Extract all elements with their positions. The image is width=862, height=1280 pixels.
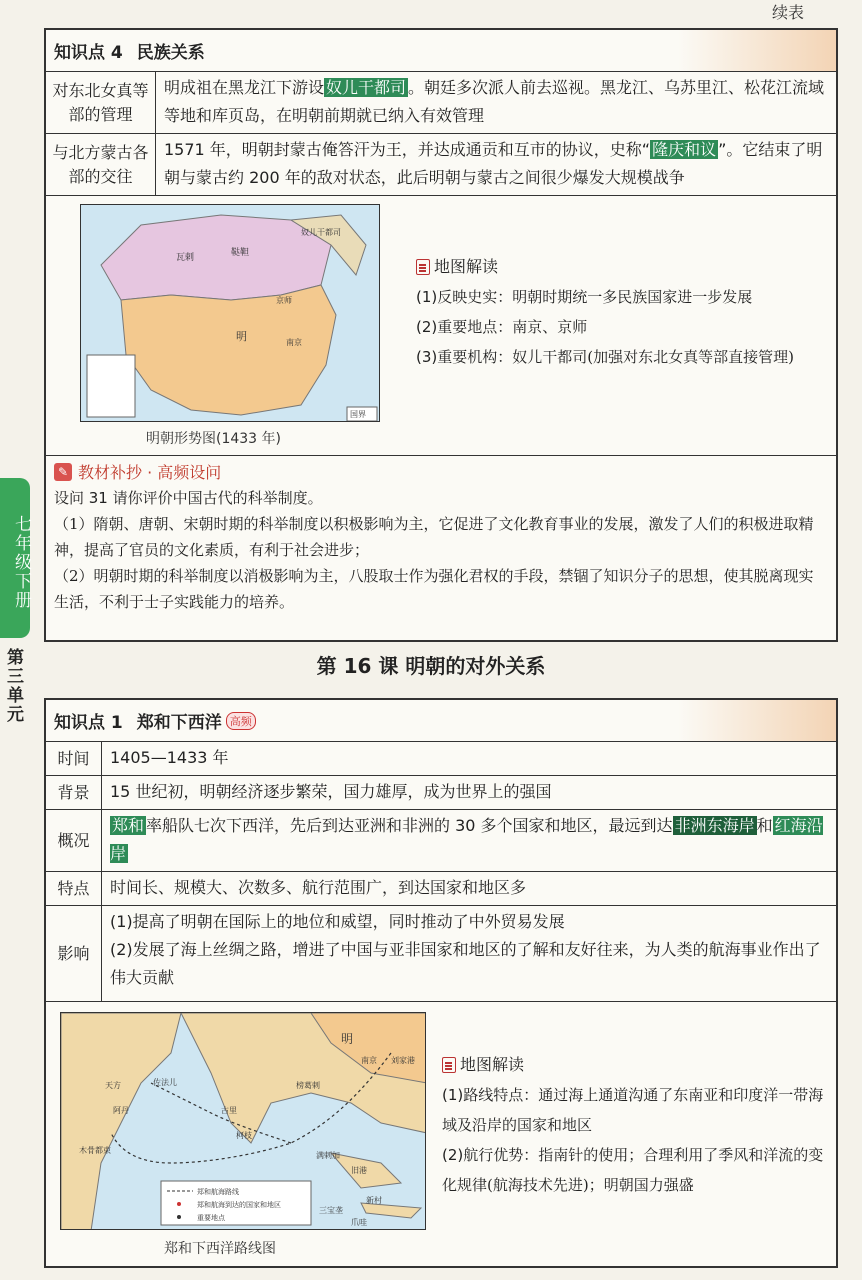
kp4-number: 知识点 4: [54, 43, 123, 63]
continued-label: 续表: [771, 3, 804, 22]
legend-places: 重要地点: [197, 1214, 225, 1222]
map-label-banggela: 榜葛剌: [296, 1081, 320, 1090]
map-label-ming: 明: [236, 330, 247, 343]
voyage-map: [60, 1012, 426, 1230]
kp1-title: 郑和下西洋: [136, 713, 222, 733]
unit-side-label: 第三单元: [3, 648, 23, 724]
map-label-guli: 古里: [221, 1106, 237, 1115]
highlight-term: 红海沿岸: [110, 816, 823, 863]
grade-side-tab[interactable]: 七年级下册: [0, 478, 30, 638]
row-label: 背景: [46, 776, 102, 809]
row-content: 1571 年，明朝封蒙古俺答汗为王，并达成通贡和互市的协议，史称“ 隆庆和议 ”。它结束了明朝与蒙古约 200 年的敌对状态，此后明朝与蒙古之间很少爆发大规模战争: [164, 140, 823, 187]
reading-item: (1)反映史实：明朝时期统一多民族国家进一步发展: [416, 288, 753, 306]
map-label-nanjing: 南京: [286, 338, 302, 347]
map-scale-label: 国界: [350, 410, 366, 419]
highlight-term: 奴儿干都司: [326, 78, 407, 97]
map-label-tianfang: 天方: [105, 1081, 121, 1090]
voyage-map-caption: 郑和下西洋路线图: [164, 1241, 276, 1257]
row-content: 15 世纪初，明朝经济逐步繁荣，国力雄厚，成为世界上的强国: [110, 782, 552, 801]
row-label: 时间: [46, 742, 102, 775]
map-label-wala: 瓦剌: [176, 253, 195, 263]
highlight-term: 隆庆和议: [652, 140, 717, 159]
kp4-title: 民族关系: [136, 43, 205, 63]
kp1-row-background: [46, 776, 836, 810]
kp4-row-northeast: [46, 72, 836, 134]
pen-icon: ✎: [54, 463, 72, 481]
supplement-section: [46, 456, 836, 619]
map-label-manlajia: 满剌加: [316, 1151, 340, 1160]
reading-title: 地图解读: [460, 1055, 525, 1074]
kp1-section: [44, 698, 838, 1268]
row-label: 对东北女真等部的管理: [46, 72, 156, 133]
map-label-nuergan: 奴儿干都司: [301, 228, 341, 237]
kp1-header: [46, 700, 836, 742]
row-content: 时间长、规模大、次数多、航行范围广，到达国家和地区多: [110, 878, 527, 897]
supplement-title: 教材补抄 · 高频设问: [78, 463, 222, 482]
document-icon: [416, 259, 430, 275]
ming-map-caption: 明朝形势图(1433 年): [146, 431, 282, 447]
frequency-badge: 高频: [226, 712, 256, 730]
reading-item: (2)重要地点：南京、京师: [416, 318, 588, 336]
kp1-row-features: [46, 872, 836, 906]
supplement-answer: （2）明朝时期的科举制度以消极影响为主，八股取士作为强化君权的手段，禁锢了知识分子的思想，使其脱离现实生活，不利于士子实践能力的培养。: [54, 567, 814, 611]
row-content: 明成祖在黑龙江下游设 奴儿干都司 。朝廷多次派人前去巡视。黑龙江、乌苏里江、松花江流域等地和库页岛，在明朝前期就已纳入有效管理: [164, 78, 825, 125]
row-label: 与北方蒙古各部的交往: [46, 134, 156, 195]
row-content: 1405—1433 年: [110, 748, 229, 767]
ming-map-reading: [416, 252, 836, 372]
kp4-row-mongol: [46, 134, 836, 196]
kp4-header: [46, 30, 836, 72]
kp1-row-time: [46, 742, 836, 776]
map-label-xincun: 新村: [366, 1196, 382, 1205]
map-label-jiugang: 旧港: [351, 1166, 367, 1175]
map-label-zhaowa: 爪哇: [351, 1218, 367, 1227]
reading-item: (3)重要机构：奴儿干都司(加强对东北女真等部直接管理): [416, 348, 794, 366]
reading-title: 地图解读: [434, 257, 499, 276]
map-label-dada: 鞑靼: [231, 248, 250, 258]
legend-countries: 郑和航海到达的国家和地区: [197, 1201, 281, 1209]
map-label-kezhi: 柯枝: [236, 1131, 252, 1140]
voyage-map-reading: [442, 1050, 838, 1200]
document-icon: [442, 1057, 456, 1073]
map-label-jingshi: 京师: [276, 296, 292, 305]
map-label-sanbaolong: 三宝垄: [319, 1206, 343, 1215]
voyage-map-area: [46, 1002, 836, 1264]
highlight-term: 非洲东海岸: [674, 816, 755, 835]
kp1-row-overview: [46, 810, 836, 872]
map-label-zuofaer: 佐法儿: [153, 1078, 177, 1087]
kp4-section: [44, 28, 838, 642]
row-label: 特点: [46, 872, 102, 905]
reading-item: (2)航行优势：指南针的使用；合理利用了季风和洋流的变化规律(航海技术先进)；明朝国力强盛: [442, 1146, 824, 1194]
map-label-liujiagang: 刘家港: [391, 1056, 415, 1065]
lesson-title: 第 16 课 明朝的对外关系: [316, 654, 546, 678]
map-label-ming: 明: [341, 1032, 354, 1046]
map-label-adan: 阿丹: [113, 1106, 129, 1115]
legend-route: 郑和航海路线: [197, 1188, 239, 1196]
reading-item: (1)路线特点：通过海上通道沟通了东南亚和印度洋一带海域及沿岸的国家和地区: [442, 1086, 824, 1134]
row-label: 概况: [46, 810, 102, 871]
highlight-term: 郑和: [112, 816, 145, 835]
row-content: (1)提高了明朝在国际上的地位和威望，同时推动了中外贸易发展 (2)发展了海上丝绸之路，增进了中国与亚非国家和地区的了解和友好往来，为人类的航海事业作出了伟大贡献: [110, 912, 821, 987]
supplement-question: 设问 31 请你评价中国古代的科举制度。: [54, 489, 323, 507]
ming-map: [80, 204, 380, 422]
ming-map-area: [46, 196, 836, 456]
row-label: 影响: [46, 906, 102, 1001]
map-label-mugudushu: 木骨都束: [79, 1146, 111, 1155]
kp1-row-impact: [46, 906, 836, 1002]
row-content: 郑和 率船队七次下西洋，先后到达亚洲和非洲的 30 多个国家和地区，最远到达 非洲东海岸 和 红海沿岸: [110, 816, 823, 863]
supplement-answer: （1）隋朝、唐朝、宋朝时期的科举制度以积极影响为主，它促进了文化教育事业的发展，激发了人们的积极进取精神，提高了官员的文化素质，有利于社会进步；: [54, 515, 814, 559]
kp1-number: 知识点 1: [54, 713, 123, 733]
map-label-nanjing: 南京: [361, 1056, 377, 1065]
